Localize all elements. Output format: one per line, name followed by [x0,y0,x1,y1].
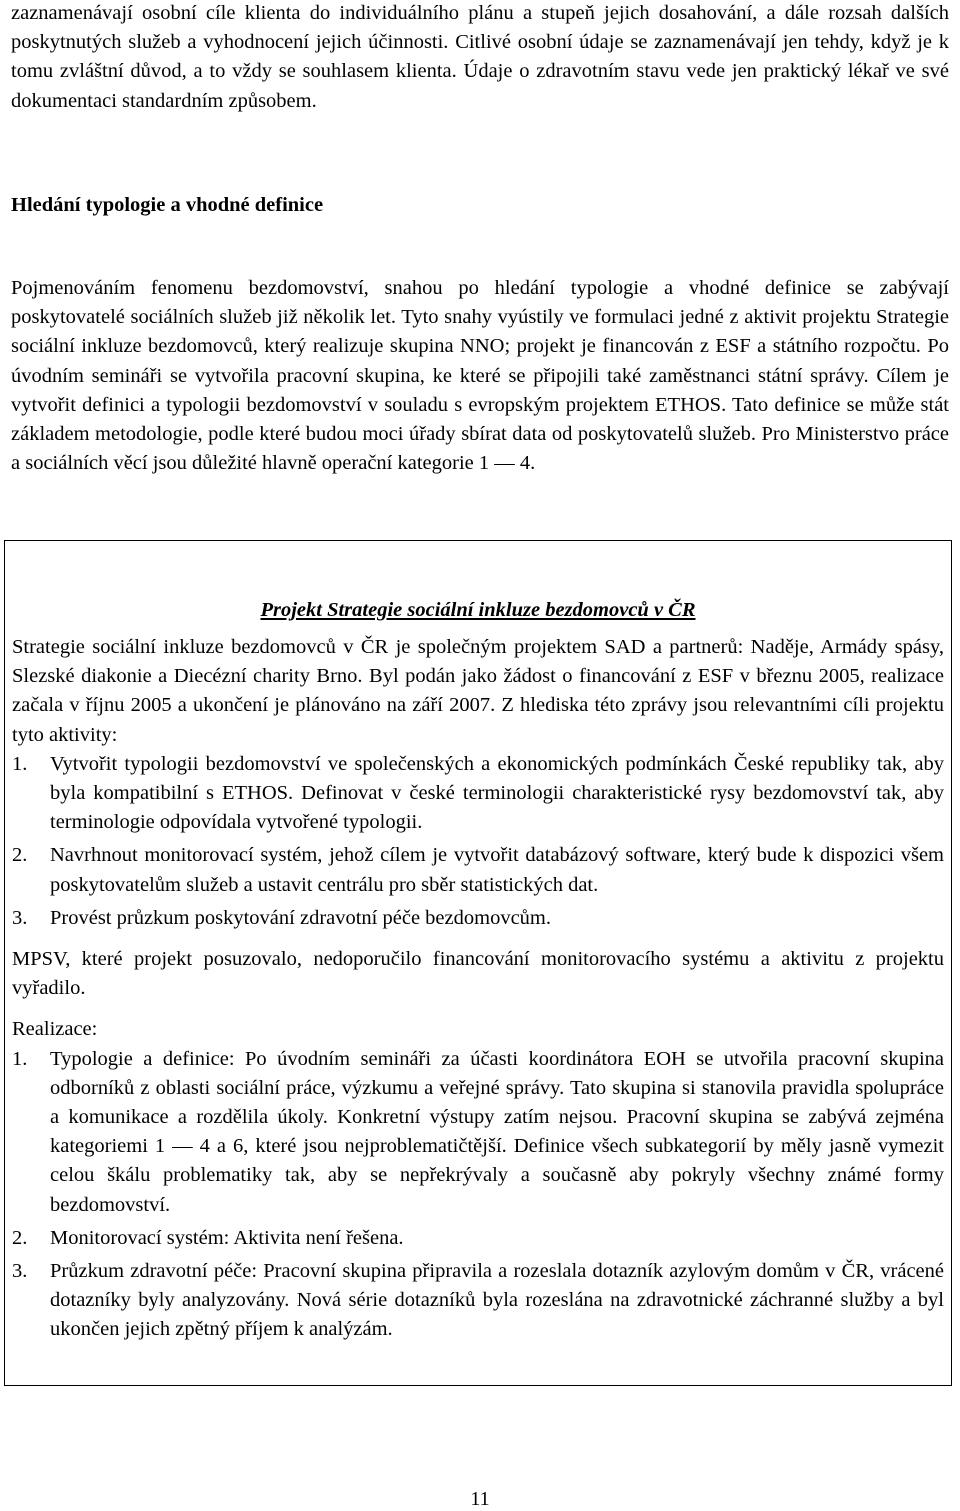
document-page [11,0,949,116]
list-item [12,841,944,899]
list-item [12,904,944,933]
list-item-text: Vytvořit typologii bezdomovství ve společenských a ekonomických podmínkách České republiky tak, aby byla kompatibilní s ETHOS. Definovat v české terminologii charakteristické rysy bezdomovství tak, aby terminologie odpovídala vytvořené typologii. [50,752,944,834]
realization-list [12,1045,944,1345]
project-box [4,540,952,1386]
page-number: 11 [470,1488,490,1510]
list-item-number: 3. [12,1260,28,1283]
list-item-number: 3. [12,906,28,929]
list-item [12,750,944,838]
mpsv-note: MPSV, které projekt posuzovalo, nedoporučilo financování monitorovacího systému a aktivitu z projektu vyřadilo. [12,948,944,1000]
list-item-text: Průzkum zdravotní péče: Pracovní skupina připravila a rozeslala dotazník azylovým domům v ČR, vrácené dotazníky byly analyzovány. Nová série dotazníků byla rozeslána na zdravotnické záchranné služby a byl ukončen jejich zpětný příjem k analýzám. [50,1260,944,1341]
section-heading: Hledání typologie a vhodné definice [11,194,324,216]
section-paragraph: Pojmenováním fenomenu bezdomovství, snahou po hledání typologie a vhodné definice se zabývají poskytovatelé sociálních služeb již několik let. Tyto snahy vyústily ve formulaci jedné z aktivit projektu Strategie sociální inkluze bezdomovců, který realizuje skupina NNO; projekt je financován z ESF a státního rozpočtu. Po úvodním semináři se vytvořila pracovní skupina, ke které se připojili také zaměstnanci státní správy. Cílem je vytvořit definici a typologii bezdomovství v souladu s evropským projektem ETHOS. Tato definice se může stát základem metodologie, podle které budou moci úřady sbírat data od poskytovatelů služeb. Pro Ministerstvo práce a sociálních věcí jsou důležité hlavně operační kategorie 1 — 4. [11,277,949,475]
list-item [12,1257,944,1345]
project-box-title: Projekt Strategie sociální inkluze bezdomovců v ČR [260,599,696,621]
list-item-text: Typologie a definice: Po úvodním semináři za účasti koordinátora EOH se utvořila pracovní skupina odborníků z oblasti sociální práce, výzkumu a veřejné správy. Tato skupina si stanovila pravidla spolupráce a komunikace a rozdělila úkoly. Konkretní výstupy zatím nejsou. Pracovní skupina se zabývá zejména kategoriemi 1 — 4 a 6, které jsou nejproblematičtější. Definice všech subkategorií by měly jasně vymezit celou škálu problematiky tak, aby se nepřekrývaly a současně aby pokryly všechny známé formy bezdomovství. [50,1047,944,1216]
list-item-number: 1. [12,1047,28,1070]
list-item [12,1045,944,1220]
goals-list [12,750,944,933]
list-item-number: 1. [12,752,28,775]
list-item-text: Navrhnout monitorovací systém, jehož cílem je vytvořit databázový software, který bude k dispozici všem poskytovatelům služeb a ustavit centrálu pro sběr statistických dat. [50,844,944,896]
intro-paragraph: zaznamenávají osobní cíle klienta do individuálního plánu a stupeň jejich dosahování, a dále rozsah dalších poskytnutých služeb a vyhodnocení jejich účinnosti. Citlivé osobní údaje se zaznamenávají jen tehdy, když je k tomu zvláštní důvod, a to vždy se souhlasem klienta. Údaje o zdravotním stavu vede jen praktický lékař ve své dokumentaci standardním způsobem. [11,2,949,112]
project-intro-paragraph: Strategie sociální inkluze bezdomovců v ČR je společným projektem SAD a partnerů: Naděje, Armády spásy, Slezské diakonie a Diecézní charity Brno. Byl podán jako žádost o financování z ESF v březnu 2005, realizace začala v říjnu 2005 a ukončení je plánováno na září 2007. Z hlediska této zprávy jsou relevantními cíli projektu tyto aktivity: [12,636,944,746]
realization-label: Realizace: [12,1018,98,1041]
list-item-number: 2. [12,1226,28,1249]
project-box-content [12,541,944,1345]
list-item-text: Provést průzkum poskytování zdravotní péče bezdomovcům. [50,906,551,929]
list-item-text: Monitorovací systém: Aktivita není řešena. [50,1226,404,1249]
list-item [12,1224,944,1253]
list-item-number: 2. [12,844,28,867]
